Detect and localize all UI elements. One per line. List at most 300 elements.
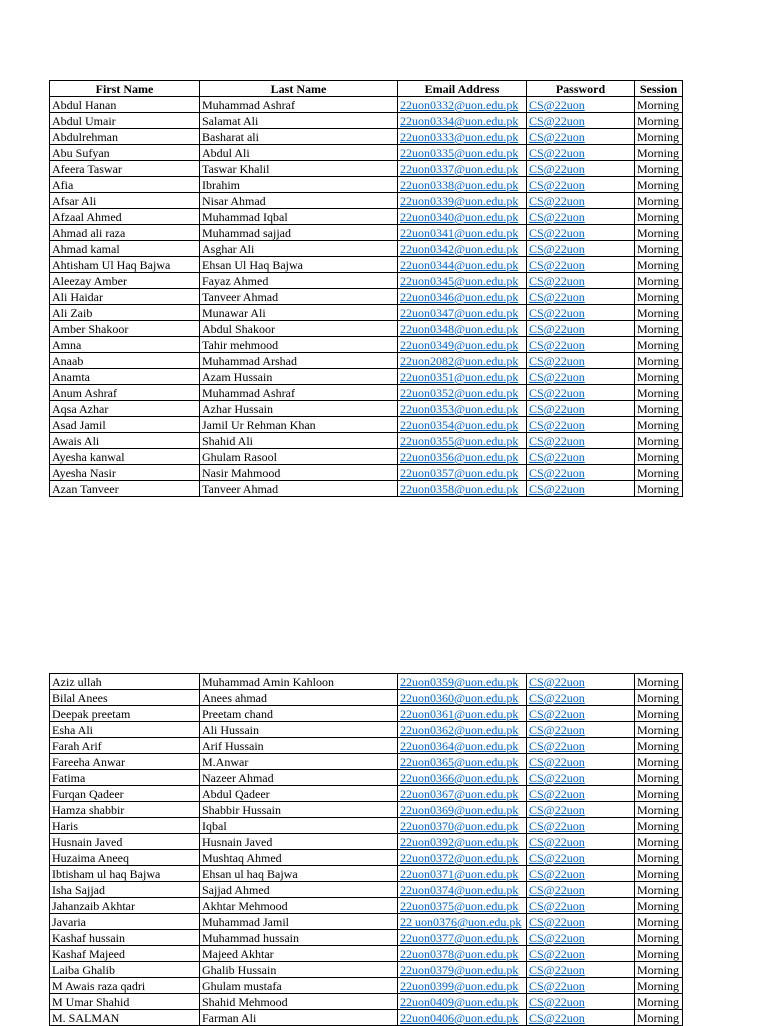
email-link[interactable]: 22uon0346@uon.edu.pk	[400, 289, 519, 304]
password-link[interactable]: CS@22uon	[529, 193, 585, 208]
cell-email-address	[398, 385, 527, 401]
table-row	[50, 738, 683, 754]
cell-first-name: Ahtisham Ul Haq Bajwa	[50, 257, 200, 273]
email-link[interactable]: 22uon0369@uon.edu.pk	[400, 802, 519, 817]
student-rows-1	[50, 97, 683, 497]
cell-password	[527, 978, 635, 994]
table-row	[50, 914, 683, 930]
cell-last-name: Abdul Qadeer	[200, 786, 398, 802]
password-link[interactable]: CS@22uon	[529, 465, 585, 480]
email-link[interactable]: 22uon0351@uon.edu.pk	[400, 369, 519, 384]
cell-email-address	[398, 898, 527, 914]
cell-session: Morning	[635, 690, 683, 706]
cell-password	[527, 385, 635, 401]
header-password: Password	[527, 81, 635, 97]
cell-password	[527, 177, 635, 193]
cell-email-address	[398, 145, 527, 161]
cell-email-address	[398, 305, 527, 321]
email-link[interactable]: 22uon0372@uon.edu.pk	[400, 850, 519, 865]
email-link[interactable]: 22uon0362@uon.edu.pk	[400, 722, 519, 737]
password-link[interactable]: CS@22uon	[529, 994, 585, 1009]
cell-last-name: Arif Hussain	[200, 738, 398, 754]
table-row	[50, 273, 683, 289]
email-link[interactable]: 22uon0334@uon.edu.pk	[400, 113, 519, 128]
table-row	[50, 802, 683, 818]
cell-password	[527, 1010, 635, 1026]
cell-first-name: Afsar Ali	[50, 193, 200, 209]
cell-email-address	[398, 177, 527, 193]
cell-password	[527, 882, 635, 898]
email-link[interactable]: 22uon0367@uon.edu.pk	[400, 786, 519, 801]
email-link[interactable]: 22uon0371@uon.edu.pk	[400, 866, 519, 881]
password-link[interactable]: CS@22uon	[529, 722, 585, 737]
cell-email-address	[398, 193, 527, 209]
table-row	[50, 994, 683, 1010]
cell-last-name: Tanveer Ahmad	[200, 481, 398, 497]
table-row	[50, 882, 683, 898]
password-link[interactable]: CS@22uon	[529, 770, 585, 785]
password-link[interactable]: CS@22uon	[529, 706, 585, 721]
cell-session: Morning	[635, 946, 683, 962]
cell-first-name: Haris	[50, 818, 200, 834]
cell-last-name: Jamil Ur Rehman Khan	[200, 417, 398, 433]
cell-first-name: Laiba Ghalib	[50, 962, 200, 978]
table-row	[50, 962, 683, 978]
cell-first-name: Abdulrehman	[50, 129, 200, 145]
email-link[interactable]: 22uon0359@uon.edu.pk	[400, 674, 519, 689]
cell-session: Morning	[635, 962, 683, 978]
email-link[interactable]: 22uon0366@uon.edu.pk	[400, 770, 519, 785]
email-link[interactable]: 22uon0340@uon.edu.pk	[400, 209, 519, 224]
password-link[interactable]: CS@22uon	[529, 738, 585, 753]
table-row	[50, 786, 683, 802]
cell-first-name: Awais Ali	[50, 433, 200, 449]
cell-session: Morning	[635, 930, 683, 946]
cell-first-name: M. SALMAN	[50, 1010, 200, 1026]
cell-last-name: Tanveer Ahmad	[200, 289, 398, 305]
cell-session: Morning	[635, 209, 683, 225]
cell-password	[527, 770, 635, 786]
password-link[interactable]: CS@22uon	[529, 674, 585, 689]
cell-password	[527, 161, 635, 177]
cell-email-address	[398, 866, 527, 882]
cell-password	[527, 465, 635, 481]
cell-email-address	[398, 914, 527, 930]
table-row	[50, 706, 683, 722]
email-link[interactable]: 22uon0352@uon.edu.pk	[400, 385, 519, 400]
cell-email-address	[398, 1010, 527, 1026]
cell-password	[527, 690, 635, 706]
password-link[interactable]: CS@22uon	[529, 930, 585, 945]
cell-last-name: Muhammad Arshad	[200, 353, 398, 369]
cell-email-address	[398, 834, 527, 850]
email-link[interactable]: 22uon0365@uon.edu.pk	[400, 754, 519, 769]
email-link[interactable]: 22uon0355@uon.edu.pk	[400, 433, 519, 448]
table-row	[50, 177, 683, 193]
table-row	[50, 481, 683, 497]
cell-last-name: Preetam chand	[200, 706, 398, 722]
cell-first-name: Aqsa Azhar	[50, 401, 200, 417]
password-link[interactable]: CS@22uon	[529, 481, 585, 496]
cell-email-address	[398, 674, 527, 690]
cell-last-name: Akhtar Mehmood	[200, 898, 398, 914]
password-link[interactable]: CS@22uon	[529, 834, 585, 849]
cell-first-name: Kashaf hussain	[50, 930, 200, 946]
email-link[interactable]: 22uon0342@uon.edu.pk	[400, 241, 519, 256]
email-link[interactable]: 22uon0399@uon.edu.pk	[400, 978, 519, 993]
password-link[interactable]: CS@22uon	[529, 401, 585, 416]
cell-session: Morning	[635, 193, 683, 209]
cell-last-name: Ehsan Ul Haq Bajwa	[200, 257, 398, 273]
email-link[interactable]: 22uon0360@uon.edu.pk	[400, 690, 519, 705]
cell-email-address	[398, 241, 527, 257]
password-link[interactable]: CS@22uon	[529, 113, 585, 128]
cell-session: Morning	[635, 754, 683, 770]
cell-email-address	[398, 353, 527, 369]
email-link[interactable]: 22uon0409@uon.edu.pk	[400, 994, 519, 1009]
cell-password	[527, 257, 635, 273]
password-link[interactable]: CS@22uon	[529, 417, 585, 432]
cell-session: Morning	[635, 417, 683, 433]
cell-email-address	[398, 209, 527, 225]
email-link[interactable]: 22uon0357@uon.edu.pk	[400, 465, 519, 480]
password-link[interactable]: CS@22uon	[529, 866, 585, 881]
password-link[interactable]: CS@22uon	[529, 321, 585, 336]
cell-session: Morning	[635, 321, 683, 337]
cell-password	[527, 353, 635, 369]
password-link[interactable]: CS@22uon	[529, 978, 585, 993]
password-link[interactable]: CS@22uon	[529, 161, 585, 176]
cell-first-name: Ali Zaib	[50, 305, 200, 321]
cell-email-address	[398, 738, 527, 754]
password-link[interactable]: CS@22uon	[529, 962, 585, 977]
password-link[interactable]: CS@22uon	[529, 225, 585, 240]
password-link[interactable]: CS@22uon	[529, 257, 585, 272]
email-link[interactable]: 22uon0335@uon.edu.pk	[400, 145, 519, 160]
cell-password	[527, 818, 635, 834]
cell-first-name: Abdul Umair	[50, 113, 200, 129]
cell-first-name: Amber Shakoor	[50, 321, 200, 337]
table-row	[50, 321, 683, 337]
cell-last-name: Farman Ali	[200, 1010, 398, 1026]
cell-password	[527, 914, 635, 930]
cell-first-name: Fareeha Anwar	[50, 754, 200, 770]
cell-first-name: Ibtisham ul haq Bajwa	[50, 866, 200, 882]
cell-password	[527, 241, 635, 257]
email-link[interactable]: 22uon0347@uon.edu.pk	[400, 305, 519, 320]
cell-last-name: Abdul Shakoor	[200, 321, 398, 337]
cell-email-address	[398, 770, 527, 786]
cell-email-address	[398, 850, 527, 866]
cell-last-name: Muhammad Jamil	[200, 914, 398, 930]
password-link[interactable]: CS@22uon	[529, 369, 585, 384]
password-link[interactable]: CS@22uon	[529, 433, 585, 448]
cell-password	[527, 209, 635, 225]
cell-email-address	[398, 129, 527, 145]
email-link[interactable]: 22uon0370@uon.edu.pk	[400, 818, 519, 833]
cell-password	[527, 289, 635, 305]
cell-email-address	[398, 706, 527, 722]
cell-last-name: Abdul Ali	[200, 145, 398, 161]
password-link[interactable]: CS@22uon	[529, 850, 585, 865]
cell-first-name: Esha Ali	[50, 722, 200, 738]
cell-email-address	[398, 113, 527, 129]
password-link[interactable]: CS@22uon	[529, 914, 585, 929]
cell-email-address	[398, 930, 527, 946]
cell-password	[527, 674, 635, 690]
cell-session: Morning	[635, 401, 683, 417]
table-row	[50, 946, 683, 962]
cell-first-name: Ahmad kamal	[50, 241, 200, 257]
cell-session: Morning	[635, 177, 683, 193]
email-link[interactable]: 22uon0353@uon.edu.pk	[400, 401, 519, 416]
cell-password	[527, 433, 635, 449]
cell-last-name: Ehsan ul haq Bajwa	[200, 866, 398, 882]
cell-last-name: Anees ahmad	[200, 690, 398, 706]
cell-password	[527, 786, 635, 802]
cell-session: Morning	[635, 145, 683, 161]
header-session: Session	[635, 81, 683, 97]
email-link[interactable]: 22uon0341@uon.edu.pk	[400, 225, 519, 240]
table-row	[50, 369, 683, 385]
cell-password	[527, 946, 635, 962]
table-row	[50, 129, 683, 145]
student-table-2	[49, 673, 683, 1026]
cell-session: Morning	[635, 481, 683, 497]
cell-session: Morning	[635, 802, 683, 818]
cell-password	[527, 417, 635, 433]
password-link[interactable]: CS@22uon	[529, 337, 585, 352]
password-link[interactable]: CS@22uon	[529, 946, 585, 961]
cell-password	[527, 898, 635, 914]
email-link[interactable]: 22uon0379@uon.edu.pk	[400, 962, 519, 977]
cell-first-name: Anaab	[50, 353, 200, 369]
cell-email-address	[398, 97, 527, 113]
cell-first-name: Deepak preetam	[50, 706, 200, 722]
password-link[interactable]: CS@22uon	[529, 882, 585, 897]
table-row	[50, 930, 683, 946]
password-link[interactable]: CS@22uon	[529, 898, 585, 913]
email-link[interactable]: 22uon0332@uon.edu.pk	[400, 97, 519, 112]
password-link[interactable]: CS@22uon	[529, 385, 585, 400]
table-row	[50, 113, 683, 129]
cell-email-address	[398, 401, 527, 417]
cell-session: Morning	[635, 738, 683, 754]
cell-first-name: Javaria	[50, 914, 200, 930]
cell-last-name: Basharat ali	[200, 129, 398, 145]
password-link[interactable]: CS@22uon	[529, 802, 585, 817]
email-link[interactable]: 22uon0333@uon.edu.pk	[400, 129, 519, 144]
cell-first-name: Abdul Hanan	[50, 97, 200, 113]
cell-password	[527, 449, 635, 465]
cell-session: Morning	[635, 722, 683, 738]
email-link[interactable]: 22uon0344@uon.edu.pk	[400, 257, 519, 272]
cell-email-address	[398, 337, 527, 353]
header-email-address: Email Address	[398, 81, 527, 97]
email-link[interactable]: 22uon0375@uon.edu.pk	[400, 898, 519, 913]
email-link[interactable]: 22uon0377@uon.edu.pk	[400, 930, 519, 945]
table-row	[50, 257, 683, 273]
password-link[interactable]: CS@22uon	[529, 305, 585, 320]
password-link[interactable]: CS@22uon	[529, 786, 585, 801]
password-link[interactable]: CS@22uon	[529, 353, 585, 368]
cell-email-address	[398, 369, 527, 385]
cell-first-name: Aziz ullah	[50, 674, 200, 690]
table-row	[50, 417, 683, 433]
cell-session: Morning	[635, 305, 683, 321]
cell-first-name: Jahanzaib Akhtar	[50, 898, 200, 914]
email-link[interactable]: 22uon0378@uon.edu.pk	[400, 946, 519, 961]
table-row	[50, 465, 683, 481]
cell-password	[527, 369, 635, 385]
table-row	[50, 385, 683, 401]
table-row	[50, 449, 683, 465]
password-link[interactable]: CS@22uon	[529, 273, 585, 288]
cell-email-address	[398, 161, 527, 177]
cell-last-name: Majeed Akhtar	[200, 946, 398, 962]
cell-first-name: Ayesha kanwal	[50, 449, 200, 465]
cell-last-name: Nasir Mahmood	[200, 465, 398, 481]
cell-last-name: Asghar Ali	[200, 241, 398, 257]
cell-email-address	[398, 978, 527, 994]
cell-password	[527, 930, 635, 946]
cell-first-name: Hamza shabbir	[50, 802, 200, 818]
header-row	[50, 81, 683, 97]
cell-session: Morning	[635, 706, 683, 722]
email-link[interactable]: 22uon0358@uon.edu.pk	[400, 481, 519, 496]
email-link[interactable]: 22uon0338@uon.edu.pk	[400, 177, 519, 192]
cell-session: Morning	[635, 898, 683, 914]
cell-session: Morning	[635, 882, 683, 898]
password-link[interactable]: CS@22uon	[529, 754, 585, 769]
email-link[interactable]: 22uon2082@uon.edu.pk	[400, 353, 519, 368]
email-link[interactable]: 22uon0349@uon.edu.pk	[400, 337, 519, 352]
cell-email-address	[398, 818, 527, 834]
table-row	[50, 305, 683, 321]
cell-last-name: Fayaz Ahmed	[200, 273, 398, 289]
cell-first-name: M Umar Shahid	[50, 994, 200, 1010]
cell-first-name: Ahmad ali raza	[50, 225, 200, 241]
cell-first-name: Furqan Qadeer	[50, 786, 200, 802]
password-link[interactable]: CS@22uon	[529, 1010, 585, 1025]
table-row	[50, 690, 683, 706]
cell-last-name: Taswar Khalil	[200, 161, 398, 177]
email-link[interactable]: 22 uon0376@uon.edu.pk	[400, 914, 522, 929]
email-link[interactable]: 22uon0392@uon.edu.pk	[400, 834, 519, 849]
cell-email-address	[398, 321, 527, 337]
cell-email-address	[398, 289, 527, 305]
cell-password	[527, 321, 635, 337]
email-link[interactable]: 22uon0339@uon.edu.pk	[400, 193, 519, 208]
email-link[interactable]: 22uon0356@uon.edu.pk	[400, 449, 519, 464]
cell-session: Morning	[635, 433, 683, 449]
cell-session: Morning	[635, 369, 683, 385]
email-link[interactable]: 22uon0406@uon.edu.pk	[400, 1010, 519, 1025]
cell-session: Morning	[635, 1010, 683, 1026]
cell-email-address	[398, 273, 527, 289]
password-link[interactable]: CS@22uon	[529, 449, 585, 464]
cell-last-name: Ali Hussain	[200, 722, 398, 738]
cell-email-address	[398, 946, 527, 962]
password-link[interactable]: CS@22uon	[529, 177, 585, 192]
cell-first-name: Anamta	[50, 369, 200, 385]
email-link[interactable]: 22uon0364@uon.edu.pk	[400, 738, 519, 753]
email-link[interactable]: 22uon0337@uon.edu.pk	[400, 161, 519, 176]
password-link[interactable]: CS@22uon	[529, 241, 585, 256]
table-row	[50, 898, 683, 914]
email-link[interactable]: 22uon0348@uon.edu.pk	[400, 321, 519, 336]
cell-session: Morning	[635, 289, 683, 305]
cell-password	[527, 802, 635, 818]
cell-session: Morning	[635, 674, 683, 690]
student-rows-2	[50, 674, 683, 1026]
cell-password	[527, 754, 635, 770]
cell-email-address	[398, 994, 527, 1010]
cell-first-name: Husnain Javed	[50, 834, 200, 850]
cell-last-name: Muhammad Iqbal	[200, 209, 398, 225]
cell-last-name: Sajjad Ahmed	[200, 882, 398, 898]
cell-email-address	[398, 882, 527, 898]
email-link[interactable]: 22uon0354@uon.edu.pk	[400, 417, 519, 432]
cell-last-name: Ghalib Hussain	[200, 962, 398, 978]
table-row	[50, 834, 683, 850]
cell-last-name: Ibrahim	[200, 177, 398, 193]
password-link[interactable]: CS@22uon	[529, 145, 585, 160]
cell-last-name: Nazeer Ahmad	[200, 770, 398, 786]
cell-first-name: Ayesha Nasir	[50, 465, 200, 481]
cell-session: Morning	[635, 818, 683, 834]
cell-first-name: Fatima	[50, 770, 200, 786]
cell-session: Morning	[635, 113, 683, 129]
cell-first-name: Farah Arif	[50, 738, 200, 754]
cell-session: Morning	[635, 786, 683, 802]
email-link[interactable]: 22uon0345@uon.edu.pk	[400, 273, 519, 288]
cell-last-name: Salamat Ali	[200, 113, 398, 129]
cell-password	[527, 722, 635, 738]
password-link[interactable]: CS@22uon	[529, 818, 585, 833]
header-last-name: Last Name	[200, 81, 398, 97]
password-link[interactable]: CS@22uon	[529, 209, 585, 224]
cell-first-name: Afeera Taswar	[50, 161, 200, 177]
cell-session: Morning	[635, 994, 683, 1010]
password-link[interactable]: CS@22uon	[529, 97, 585, 112]
cell-session: Morning	[635, 129, 683, 145]
email-link[interactable]: 22uon0374@uon.edu.pk	[400, 882, 519, 897]
email-link[interactable]: 22uon0361@uon.edu.pk	[400, 706, 519, 721]
cell-session: Morning	[635, 834, 683, 850]
table-row	[50, 401, 683, 417]
table-row	[50, 754, 683, 770]
password-link[interactable]: CS@22uon	[529, 129, 585, 144]
cell-session: Morning	[635, 161, 683, 177]
table-row	[50, 289, 683, 305]
cell-email-address	[398, 257, 527, 273]
table-row	[50, 225, 683, 241]
password-link[interactable]: CS@22uon	[529, 289, 585, 304]
cell-last-name: Muhammad hussain	[200, 930, 398, 946]
cell-session: Morning	[635, 770, 683, 786]
cell-password	[527, 834, 635, 850]
table-row	[50, 866, 683, 882]
cell-last-name: Azhar Hussain	[200, 401, 398, 417]
cell-last-name: Muhammad Amin Kahloon	[200, 674, 398, 690]
cell-password	[527, 225, 635, 241]
cell-password	[527, 305, 635, 321]
password-link[interactable]: CS@22uon	[529, 690, 585, 705]
cell-last-name: Muhammad sajjad	[200, 225, 398, 241]
cell-email-address	[398, 449, 527, 465]
cell-password	[527, 401, 635, 417]
